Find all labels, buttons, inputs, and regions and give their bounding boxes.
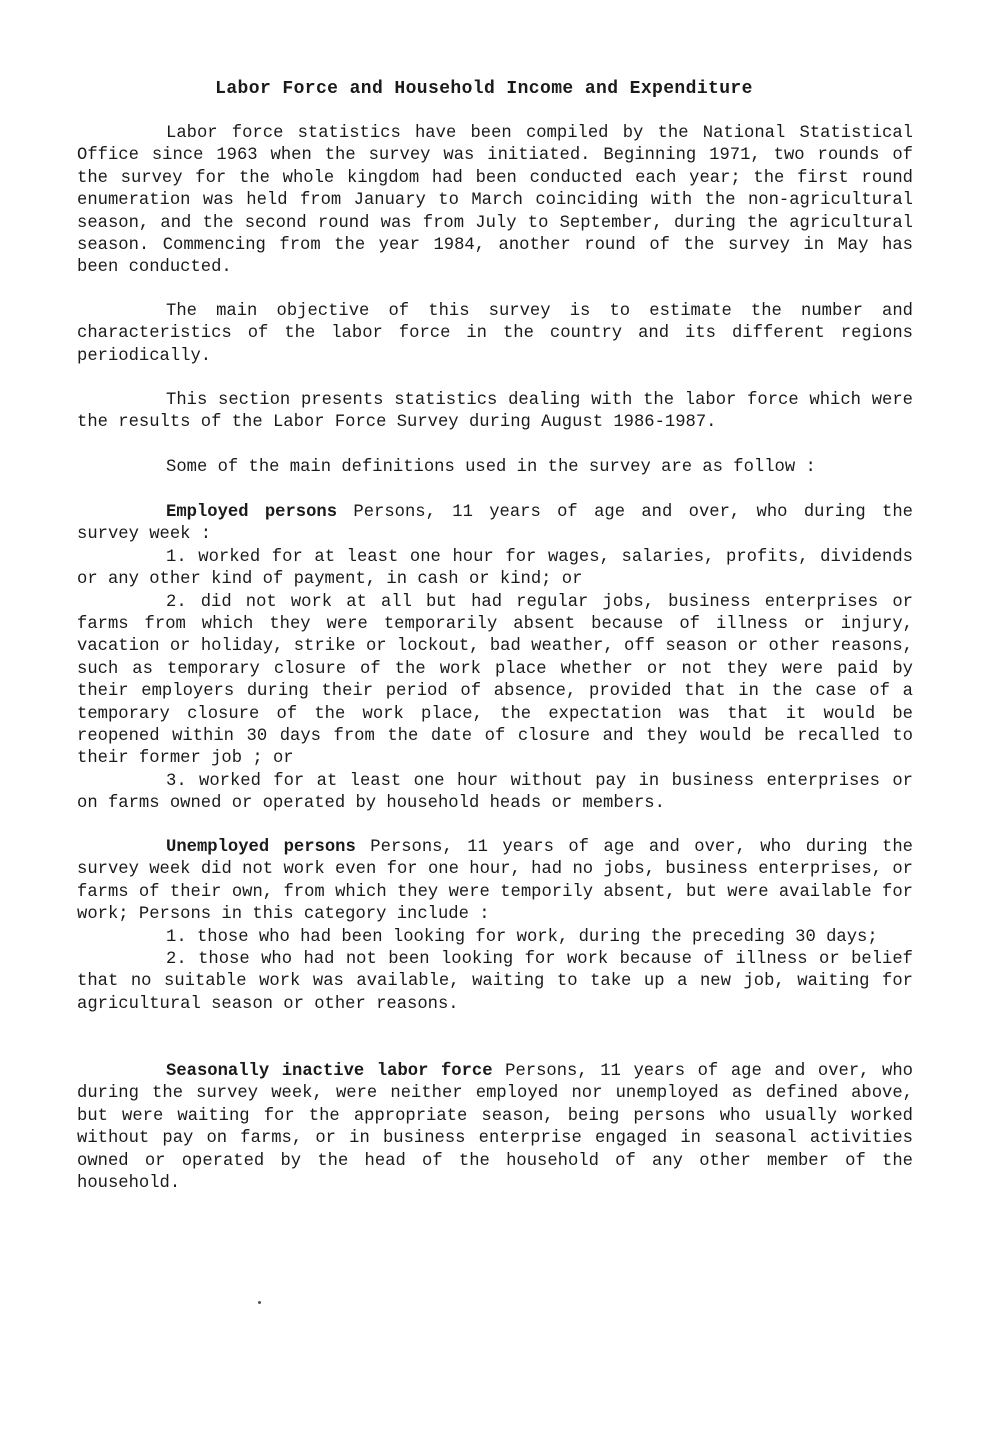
definition-employed-heading [77, 502, 913, 547]
paragraph-labor-force-history: Labor force statistics have been compiled by the National Statistical Office since 1963 when the survey was initiated. Beginning 1971, two rounds of the survey for the whole kingdom had been conducted each year; the first round enumeration was held from January to March coinciding with the non-agricultural season, and the second round was from July to September, during the agricultural season. Commencing from the year 1984, another round of the survey in May has been conducted. [77, 124, 913, 278]
paragraph-section-scope: This section presents statistics dealing with the labor force which were the results of the Labor Force Survey during August 1986-1987. [77, 391, 913, 433]
scan-speck [258, 1301, 261, 1304]
definition-unemployed-heading [77, 837, 913, 927]
paragraph-survey-objective: The main objective of this survey is to estimate the number and characteristics of the labor force in the country and its different regions periodically. [77, 302, 913, 366]
employed-item-3: 3. worked for at least one hour without pay in business enterprises or on farms owned or operated by household heads or members. [77, 771, 913, 814]
document-title: Labor Force and Household Income and Expenditure [215, 79, 753, 99]
seasonal-definition: Persons, 11 years of age and over, who during the survey week, were neither employed nor unemployed as defined above, but were waiting for the appropriate season, being persons who usually worked without pay on farms, or in business enterprise engaged in seasonal activities owned or operated by the head of the household of any other member of the household. [77, 1062, 913, 1194]
definition-seasonally-inactive [77, 1061, 913, 1195]
employed-item-2: 2. did not work at all but had regular jobs, business enterprises or farms from which they were temporarily absent because of illness or injury, vacation or holiday, strike or lockout, bad weather, off season or other reasons, such as temporary closure of the work place whether or not they were paid by their employers during their period of absence, provided that in the case of a temporary closure of the work place, the expectation was that it would be reopened within 30 days from the date of closure and they would be recalled to their former job ; or [77, 592, 913, 769]
definition-employed-persons [77, 502, 913, 816]
unemployed-term: Unemployed persons [166, 838, 356, 857]
employed-term: Employed persons [166, 503, 338, 522]
paragraph-definitions-intro: Some of the main definitions used in the survey are as follow : [166, 458, 816, 477]
definition-unemployed-persons [77, 837, 913, 1016]
employed-definition: Persons, 11 years of age and over, who during the survey week : [77, 503, 913, 545]
employed-item-1: 1. worked for at least one hour for wages, salaries, profits, dividends or any other kind of payment, in cash or kind; or [77, 547, 913, 590]
definition-seasonal-heading [77, 1061, 913, 1195]
seasonal-term: Seasonally inactive labor force [166, 1062, 493, 1081]
unemployed-item-1: 1. those who had been looking for work, during the preceding 30 days; [166, 927, 878, 947]
unemployed-item-2: 2. those who had not been looking for work because of illness or belief that no suitable work was available, waiting to take up a new job, waiting for agricultural season or other reasons. [77, 950, 913, 1014]
unemployed-definition: Persons, 11 years of age and over, who during the survey week did not work even for one hour, had no jobs, business enterprises, or farms of their own, from which they were temporily absent, but were available for work; Persons in this category include : [77, 838, 913, 925]
